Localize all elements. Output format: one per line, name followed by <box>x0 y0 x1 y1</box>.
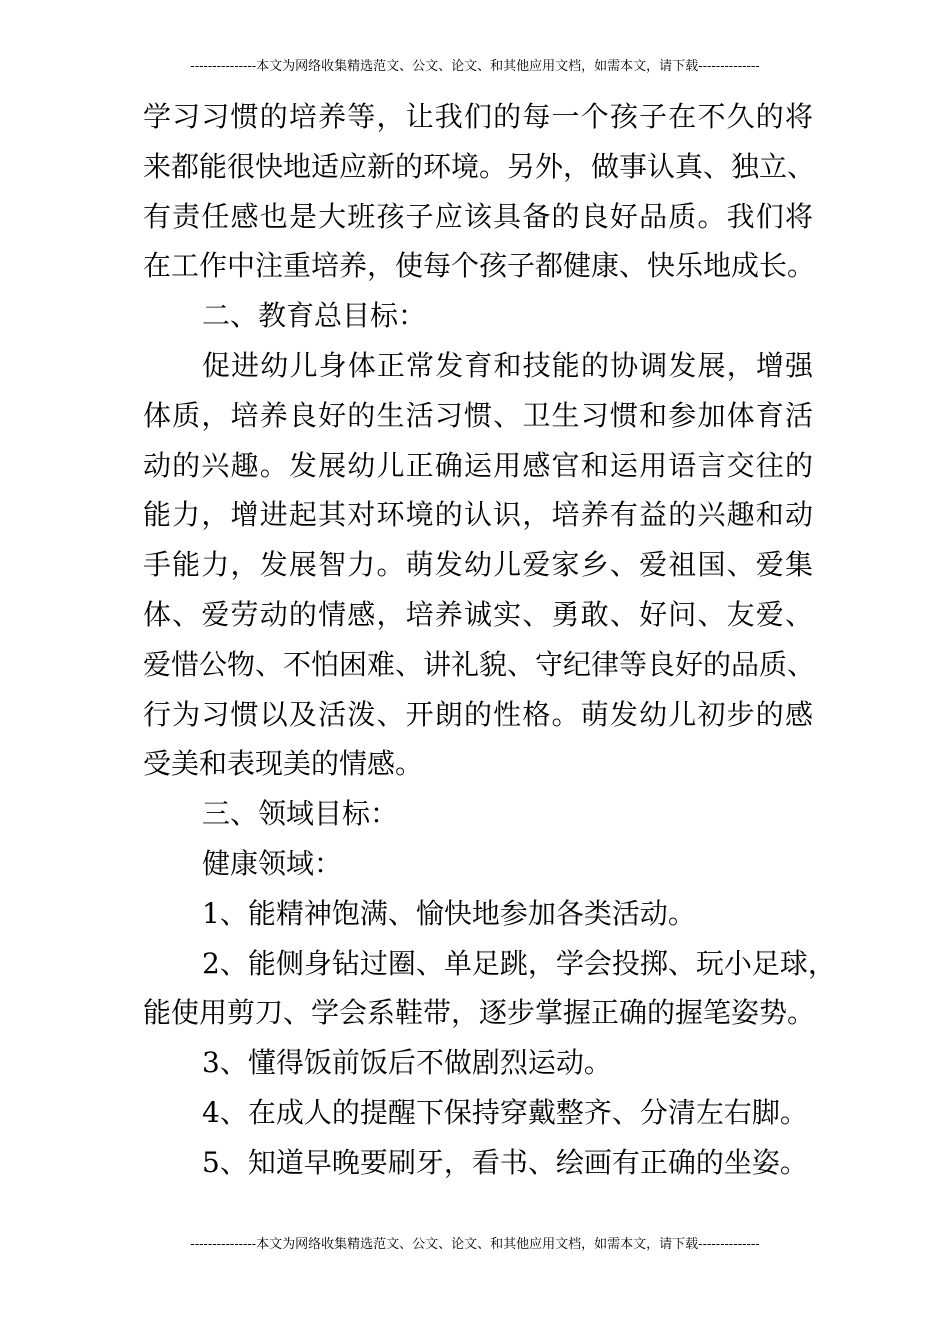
text-line: 行为习惯以及活泼、开朗的性格。萌发幼儿初步的感 <box>143 697 813 731</box>
list-item: 5、知道早晚要刷牙，看书、绘画有正确的坐姿。 <box>202 1145 808 1179</box>
list-item: 2、能侧身钻过圈、单足跳，学会投掷、玩小足球， <box>202 946 836 980</box>
text-line: 能使用剪刀、学会系鞋带，逐步掌握正确的握笔姿势。 <box>143 996 816 1030</box>
text-line: 爱惜公物、不怕困难、讲礼貌、守纪律等良好的品质、 <box>143 647 816 681</box>
text-line: 学习习惯的培养等，让我们的每一个孩子在不久的将 <box>143 100 813 133</box>
text-line: 有责任感也是大班孩子应该具备的良好品质。我们将 <box>143 199 813 233</box>
list-item: 3、懂得饭前饭后不做剧烈运动。 <box>202 1046 612 1080</box>
list-item: 1、能精神饱满、愉快地参加各类活动。 <box>202 896 696 930</box>
list-item: 4、在成人的提醒下保持穿戴整齐、分清左右脚。 <box>202 1095 808 1129</box>
subsection-heading: 健康领域： <box>202 846 343 880</box>
section-heading: 三、领域目标： <box>202 797 399 831</box>
text-line: 动的兴趣。发展幼儿正确运用感官和运用语言交往的 <box>143 448 813 482</box>
page-footer: ---------------本文为网络收集精选范文、公文、论文、和其他应用文档，如需本文，请下载-------------- <box>190 1237 760 1252</box>
text-line: 促进幼儿身体正常发育和技能的协调发展，增强 <box>202 348 813 382</box>
page-header: ---------------本文为网络收集精选范文、公文、论文、和其他应用文档，如需本文，请下载-------------- <box>190 59 760 74</box>
text-line: 体质，培养良好的生活习惯、卫生习惯和参加体育活 <box>143 398 813 432</box>
section-heading: 二、教育总目标： <box>202 299 427 333</box>
text-line: 来都能很快地适应新的环境。另外，做事认真、独立、 <box>143 149 816 183</box>
text-line: 在工作中注重培养，使每个孩子都健康、快乐地成长。 <box>143 249 816 283</box>
text-line: 受美和表现美的情感。 <box>143 747 424 781</box>
text-line: 能力，增进起其对环境的认识，培养有益的兴趣和动 <box>143 498 813 532</box>
text-line: 体、爱劳动的情感，培养诚实、勇敢、好问、友爱、 <box>143 597 813 631</box>
document-body <box>143 92 836 1188</box>
text-line: 手能力，发展智力。萌发幼儿爱家乡、爱祖国、爱集 <box>143 548 813 582</box>
